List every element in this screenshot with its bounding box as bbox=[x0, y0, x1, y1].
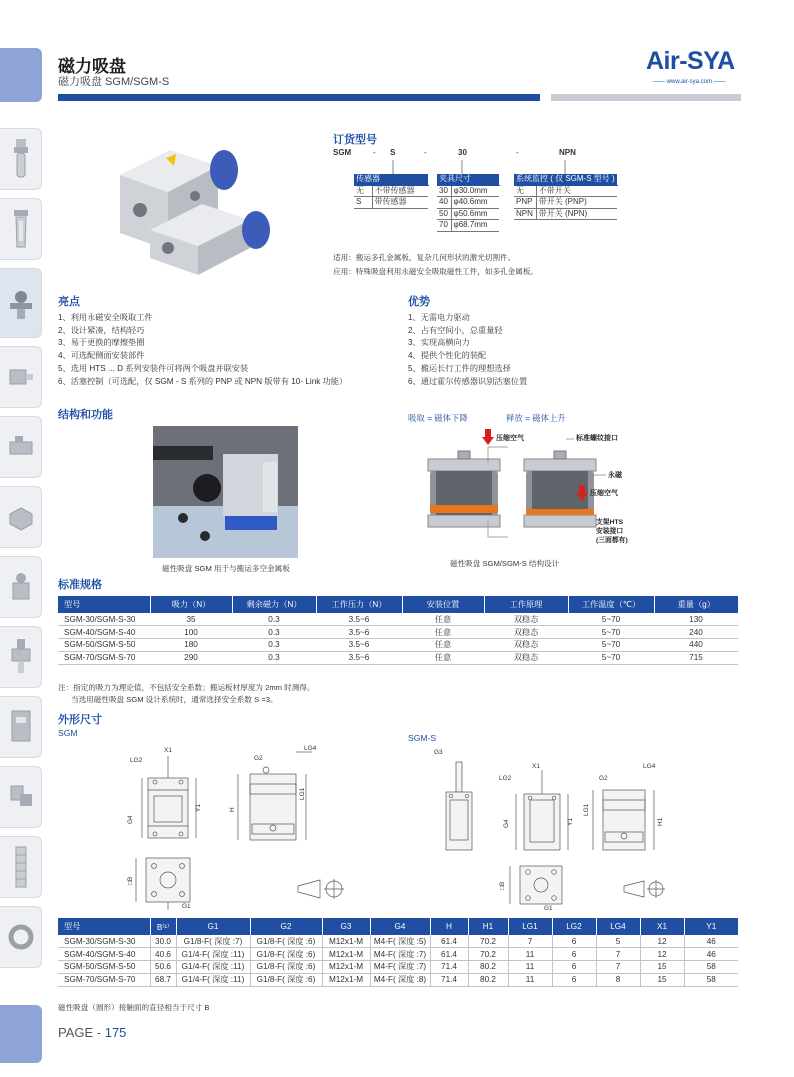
pressure-switch-icon bbox=[8, 570, 34, 604]
sensor-code: S bbox=[354, 197, 372, 209]
table-row bbox=[58, 639, 738, 652]
cell: G1/4-F( 深度 :11) bbox=[176, 961, 250, 974]
cell: 35 bbox=[150, 613, 232, 626]
product-image bbox=[110, 130, 320, 280]
cell: 61.4 bbox=[430, 935, 468, 948]
dim-g4: G4 bbox=[127, 815, 134, 824]
cell: 5 bbox=[596, 935, 640, 948]
table-row bbox=[58, 613, 738, 626]
release-state-cylinder bbox=[524, 451, 596, 527]
manifold-icon bbox=[7, 502, 35, 532]
col-header: G2 bbox=[250, 918, 322, 935]
tab-manifold[interactable] bbox=[0, 486, 42, 548]
dim-y1: Y1 bbox=[195, 804, 202, 812]
brand-logo: Air-SYA bbox=[646, 47, 735, 75]
col-header: 吸力（N） bbox=[150, 596, 232, 613]
cell: SGM-50/SGM-S-50 bbox=[58, 961, 150, 974]
cell: 7 bbox=[596, 961, 640, 974]
valve-icon bbox=[7, 432, 35, 462]
sgms-label: SGM-S bbox=[408, 733, 437, 743]
sensor-table-header: 传感器 bbox=[354, 174, 428, 185]
cell: 715 bbox=[654, 651, 738, 664]
col-header: 安装位置 bbox=[402, 596, 484, 613]
cell: M4-F( 深度 :7) bbox=[370, 948, 430, 961]
cell: 双稳态 bbox=[484, 613, 568, 626]
cell: 15 bbox=[640, 973, 684, 986]
page-title: 磁力吸盘 bbox=[58, 57, 126, 76]
cell: M12x1-M bbox=[322, 935, 370, 948]
size-code: 70 bbox=[437, 220, 451, 232]
cell: G1/8-F( 深度 :6) bbox=[250, 948, 322, 961]
highlight-item: 4、可选配侧面安装部件 bbox=[58, 351, 145, 361]
cell: 0.3 bbox=[232, 639, 316, 652]
dim-g3: G3 bbox=[434, 749, 443, 756]
application-text: 应用：特殊吸盘利用永磁安全吸取磁性工件，如多孔金属板。 bbox=[333, 267, 539, 276]
fitting-icon bbox=[8, 780, 34, 814]
cell: 双稳态 bbox=[484, 651, 568, 664]
page-subtitle: 磁力吸盘 SGM/SGM-S bbox=[58, 76, 170, 88]
dim-h: H bbox=[229, 807, 236, 812]
silencer-icon bbox=[10, 845, 32, 889]
cell: G1/8-F( 深度 :6) bbox=[250, 935, 322, 948]
col-header: LG4 bbox=[596, 918, 640, 935]
highlights-list bbox=[58, 312, 347, 388]
order-code-monitor: NPN bbox=[559, 148, 576, 157]
cell: G1/8-F( 深度 :6) bbox=[250, 961, 322, 974]
cell: 100 bbox=[150, 626, 232, 639]
col-header: 工作温度（℃） bbox=[568, 596, 654, 613]
monitor-code: NPN bbox=[514, 208, 536, 220]
dim-x1-s: X1 bbox=[532, 763, 540, 770]
cell: 12 bbox=[640, 948, 684, 961]
cell: 440 bbox=[654, 639, 738, 652]
col-header: H1 bbox=[468, 918, 508, 935]
monitor-desc: 不带开关 bbox=[536, 185, 617, 197]
sensor-desc: 带传感器 bbox=[372, 197, 428, 209]
highlight-item: 6、活塞控制（可选配，仅 SGM - S 系列的 PNP 或 NPN 版带有 10- Link 功能） bbox=[58, 376, 348, 386]
size-desc: φ68.7mm bbox=[451, 220, 499, 232]
highlights-heading: 亮点 bbox=[58, 296, 80, 308]
bracket-label-1: 支架HTS bbox=[596, 519, 624, 526]
dim-b: □B bbox=[127, 876, 134, 885]
grip-label: 吸取 = 磁体下降 bbox=[408, 413, 468, 423]
tab-lubricator[interactable] bbox=[0, 198, 42, 260]
dims-header-row bbox=[58, 918, 738, 935]
highlight-item: 5、选用 HTS ... D 系列安装件可将两个吸盘并联安装 bbox=[58, 363, 249, 373]
monitor-desc: 带开关 (NPN) bbox=[536, 208, 617, 220]
lubricator-icon bbox=[10, 207, 32, 251]
cell: SGM-50/SGM-S-50 bbox=[58, 639, 150, 652]
photo-caption: 磁性吸盘 SGM 用于与搬运多空金属板 bbox=[162, 564, 290, 573]
dim-lg1-s: LG1 bbox=[583, 803, 590, 816]
dims-footnote: 磁性吸盘（圆形）接触面的直径相当于尺寸 B bbox=[58, 1003, 210, 1012]
size-code: 50 bbox=[437, 208, 451, 220]
cell: 50.6 bbox=[150, 961, 176, 974]
solenoid-icon bbox=[8, 707, 34, 747]
dims-table bbox=[58, 918, 738, 987]
structure-diagram bbox=[420, 425, 640, 550]
dim-lg2-s: LG2 bbox=[499, 775, 512, 782]
cell: 6 bbox=[552, 948, 596, 961]
magnet-label: 永磁 bbox=[608, 472, 622, 479]
size-desc: φ30.0mm bbox=[451, 185, 499, 197]
cell: 71.4 bbox=[430, 961, 468, 974]
tab-filter-regulator[interactable] bbox=[0, 128, 42, 190]
cell: 3.5~6 bbox=[316, 613, 402, 626]
cell: M4-F( 深度 :8) bbox=[370, 973, 430, 986]
cell: 7 bbox=[596, 948, 640, 961]
bracket-label-3: (三面都有) bbox=[596, 537, 628, 544]
order-code-dash-2: - bbox=[424, 148, 427, 157]
bracket-label-2: 安装接口 bbox=[596, 528, 624, 535]
cell: 46 bbox=[684, 948, 738, 961]
spec-note-1: 注：指定的吸力为理论值，不包括安全系数；搬运板材厚度为 2mm 时测得。 bbox=[58, 683, 315, 692]
cell: 68.7 bbox=[150, 973, 176, 986]
cell: 30.0 bbox=[150, 935, 176, 948]
air-label-2: 压缩空气 bbox=[590, 490, 618, 497]
cell: 80.2 bbox=[468, 961, 508, 974]
cell: G1/8-F( 深度 :6) bbox=[250, 973, 322, 986]
dim-g2-s: G2 bbox=[599, 775, 608, 782]
dim-lg2: LG2 bbox=[130, 757, 143, 764]
cell: M12x1-M bbox=[322, 948, 370, 961]
grip-state-cylinder bbox=[428, 447, 508, 537]
filter-regulator-icon bbox=[10, 137, 32, 181]
cell: 46 bbox=[684, 935, 738, 948]
header-bar-grey bbox=[551, 94, 741, 101]
cell: 3.5~6 bbox=[316, 639, 402, 652]
cell: SGM-30/SGM-S-30 bbox=[58, 935, 150, 948]
cell: 双稳态 bbox=[484, 639, 568, 652]
monitor-desc: 带开关 (PNP) bbox=[536, 197, 617, 209]
dim-g1-s: G1 bbox=[544, 905, 553, 912]
col-header: 工作压力（N） bbox=[316, 596, 402, 613]
spec-note-2: 当选用磁性吸盘 SGM 设计系统时，通常选择安全系数 S =3。 bbox=[71, 695, 278, 704]
dim-h1-s: H1 bbox=[657, 817, 664, 826]
col-header: LG2 bbox=[552, 918, 596, 935]
cell: 任意 bbox=[402, 639, 484, 652]
size-table-header: 夹具尺寸 bbox=[437, 174, 499, 185]
advantage-item: 3、实现高横向力 bbox=[408, 338, 470, 348]
col-header: 重量（g） bbox=[654, 596, 738, 613]
tab-fitting[interactable] bbox=[0, 766, 42, 828]
dim-g2: G2 bbox=[254, 755, 263, 762]
cell: 任意 bbox=[402, 651, 484, 664]
dims-heading: 外形尺寸 bbox=[58, 714, 102, 726]
application-photo bbox=[153, 426, 298, 558]
cell: SGM-40/SGM-S-40 bbox=[58, 948, 150, 961]
air-label-1: 压缩空气 bbox=[496, 435, 524, 442]
dim-lg4: LG4 bbox=[304, 745, 317, 752]
sensor-code: 无 bbox=[354, 185, 372, 197]
cell: 290 bbox=[150, 651, 232, 664]
cell: 130 bbox=[654, 613, 738, 626]
cell: G1/4-F( 深度 :11) bbox=[176, 948, 250, 961]
cell: 58 bbox=[684, 973, 738, 986]
cell: 6 bbox=[552, 935, 596, 948]
cell: M4-F( 深度 :5) bbox=[370, 935, 430, 948]
tab-valve[interactable] bbox=[0, 416, 42, 478]
col-header: G3 bbox=[322, 918, 370, 935]
air-arrow-icon bbox=[482, 429, 494, 445]
category-tab-strip bbox=[0, 48, 44, 1077]
size-desc: φ50.6mm bbox=[451, 208, 499, 220]
cell: 11 bbox=[508, 948, 552, 961]
table-row bbox=[58, 961, 738, 974]
advantage-item: 2、占有空间小，总重量轻 bbox=[408, 325, 503, 335]
cell: SGM-70/SGM-S-70 bbox=[58, 973, 150, 986]
col-header: G4 bbox=[370, 918, 430, 935]
table-row bbox=[58, 948, 738, 961]
col-header: B⁽¹⁾ bbox=[150, 918, 176, 935]
tab-sensor[interactable] bbox=[0, 626, 42, 688]
tab-tube[interactable] bbox=[0, 906, 42, 968]
col-header: 型号 bbox=[58, 596, 150, 613]
highlight-item: 3、易于更换的摩擦垫圈 bbox=[58, 338, 145, 348]
cell: M4-F( 深度 :7) bbox=[370, 961, 430, 974]
size-option-table bbox=[437, 174, 500, 232]
sensor-desc: 不带传感器 bbox=[372, 185, 428, 197]
cell: 11 bbox=[508, 961, 552, 974]
cell: SGM-30/SGM-S-30 bbox=[58, 613, 150, 626]
sgm-label: SGM bbox=[58, 728, 78, 738]
highlight-item: 2、设计紧凑，结构轻巧 bbox=[58, 325, 145, 335]
cell: 任意 bbox=[402, 613, 484, 626]
advantage-item: 5、搬运长行工件的理想选择 bbox=[408, 363, 511, 373]
page-number-value: 175 bbox=[104, 1025, 127, 1040]
port-label: 标准螺纹接口 bbox=[576, 435, 618, 442]
cell: SGM-70/SGM-S-70 bbox=[58, 651, 150, 664]
tab-silencer[interactable] bbox=[0, 836, 42, 898]
monitor-option-table bbox=[514, 174, 618, 220]
cell: 7 bbox=[508, 935, 552, 948]
cell: SGM-40/SGM-S-40 bbox=[58, 626, 150, 639]
cell: 3.5~6 bbox=[316, 626, 402, 639]
category-tab-bottom[interactable] bbox=[0, 1005, 42, 1063]
col-header: 型号 bbox=[58, 918, 150, 935]
cell: 15 bbox=[640, 961, 684, 974]
cell: 80.2 bbox=[468, 973, 508, 986]
structure-heading: 结构和功能 bbox=[58, 409, 113, 421]
header-bar bbox=[58, 94, 540, 101]
cell: 5~70 bbox=[568, 651, 654, 664]
dim-y1-s: Y1 bbox=[567, 818, 574, 826]
cell: M12x1-M bbox=[322, 973, 370, 986]
cell: 70.2 bbox=[468, 935, 508, 948]
order-code-sgm: SGM bbox=[333, 148, 352, 157]
cell: 240 bbox=[654, 626, 738, 639]
cell: 61.4 bbox=[430, 948, 468, 961]
cell: 6 bbox=[552, 961, 596, 974]
table-row bbox=[58, 626, 738, 639]
size-desc: φ40.6mm bbox=[451, 197, 499, 209]
cell: G1/8-F( 深度 :7) bbox=[176, 935, 250, 948]
cell: 58 bbox=[684, 961, 738, 974]
sensor-icon bbox=[8, 637, 34, 677]
dim-b-s: □B bbox=[499, 881, 506, 890]
tab-solenoid[interactable] bbox=[0, 696, 42, 758]
cell: M12x1-M bbox=[322, 961, 370, 974]
cell: 6 bbox=[552, 973, 596, 986]
col-header: G1 bbox=[176, 918, 250, 935]
cylinder-icon bbox=[7, 362, 35, 392]
page-label: PAGE - bbox=[58, 1025, 105, 1040]
vacuum-gripper-icon bbox=[8, 283, 34, 323]
col-header: 剩余磁力（N） bbox=[232, 596, 316, 613]
size-code: 40 bbox=[437, 197, 451, 209]
cell: 70.2 bbox=[468, 948, 508, 961]
tab-cylinder[interactable] bbox=[0, 346, 42, 408]
cell: 12 bbox=[640, 935, 684, 948]
order-code-size: 30 bbox=[458, 148, 467, 157]
monitor-code: PNP bbox=[514, 197, 536, 209]
order-code-sensor: S bbox=[390, 148, 396, 157]
advantages-heading: 优势 bbox=[408, 296, 430, 308]
cell: 40.6 bbox=[150, 948, 176, 961]
dim-x1: X1 bbox=[164, 747, 172, 754]
cell: 3.5~6 bbox=[316, 651, 402, 664]
col-header: H bbox=[430, 918, 468, 935]
cell: 0.3 bbox=[232, 613, 316, 626]
brand-url: —— www.air-sya.com —— bbox=[653, 79, 726, 85]
col-header: Y1 bbox=[684, 918, 738, 935]
table-row bbox=[58, 935, 738, 948]
spec-heading: 标准规格 bbox=[58, 579, 102, 591]
advantage-item: 4、提供个性化的装配 bbox=[408, 351, 487, 361]
cell: 5~70 bbox=[568, 639, 654, 652]
tube-icon bbox=[7, 922, 35, 952]
cell: 0.3 bbox=[232, 651, 316, 664]
usage-text: 适用：搬运多孔金属板、复杂几何形状的激光切割件。 bbox=[333, 253, 516, 262]
spec-table bbox=[58, 596, 738, 665]
table-row bbox=[58, 973, 738, 986]
col-header: LG1 bbox=[508, 918, 552, 935]
cell: 双稳态 bbox=[484, 626, 568, 639]
order-code-dash-3: - bbox=[516, 148, 519, 157]
page-number bbox=[58, 1025, 126, 1040]
cell: 任意 bbox=[402, 626, 484, 639]
advantage-item: 1、无需电力驱动 bbox=[408, 313, 470, 322]
spec-header-row bbox=[58, 596, 738, 613]
advantage-item: 6、通过霍尔传感器识别活塞位置 bbox=[408, 376, 528, 386]
dim-lg1: LG1 bbox=[299, 787, 306, 800]
sensor-option-table bbox=[354, 174, 429, 209]
cell: 5~70 bbox=[568, 626, 654, 639]
dimension-drawings bbox=[58, 740, 738, 912]
col-header: 工作原理 bbox=[484, 596, 568, 613]
advantages-list bbox=[408, 312, 527, 388]
cell: 0.3 bbox=[232, 626, 316, 639]
dim-g4-s: G4 bbox=[503, 819, 510, 828]
table-row bbox=[58, 651, 738, 664]
tab-pressure-switch[interactable] bbox=[0, 556, 42, 618]
cell: 11 bbox=[508, 973, 552, 986]
col-header: X1 bbox=[640, 918, 684, 935]
order-heading: 订货型号 bbox=[333, 134, 377, 146]
cell: 5~70 bbox=[568, 613, 654, 626]
monitor-table-header: 系统监控 ( 仅 SGM-S 型号 ) bbox=[514, 174, 617, 185]
cell: G1/4-F( 深度 :11) bbox=[176, 973, 250, 986]
dim-g1: G1 bbox=[182, 903, 191, 910]
dim-lg4-s: LG4 bbox=[643, 763, 656, 770]
release-label: 释放 = 磁体上升 bbox=[506, 413, 566, 423]
cell: 8 bbox=[596, 973, 640, 986]
order-code-dash-1: - bbox=[373, 148, 376, 157]
cell: 180 bbox=[150, 639, 232, 652]
highlight-item: 1、利用永磁安全吸取工件 bbox=[58, 313, 153, 322]
monitor-code: 无 bbox=[514, 185, 536, 197]
size-code: 30 bbox=[437, 185, 451, 197]
diagram-caption: 磁性吸盘 SGM/SGM-S 结构设计 bbox=[450, 559, 560, 568]
tab-vacuum-gripper[interactable] bbox=[0, 268, 42, 338]
cell: 71.4 bbox=[430, 973, 468, 986]
